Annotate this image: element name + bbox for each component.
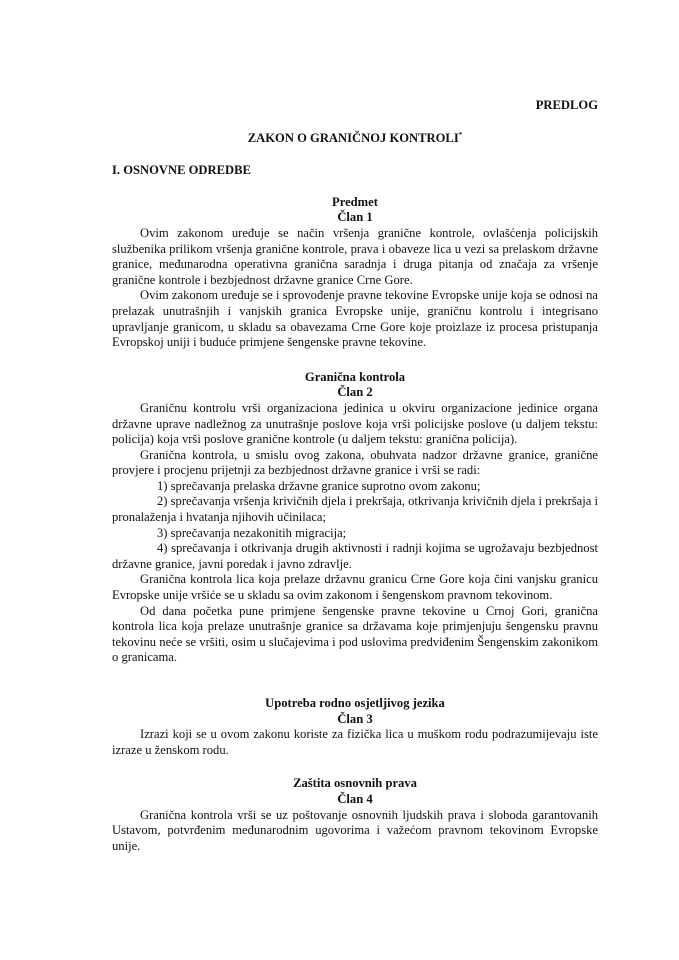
article-paragraph: Granična kontrola, u smislu ovog zakona, obuhvata nadzor državne granice, granične provjere i procjenu prijetnji za bezbjednost državne granice i vrši se radi: bbox=[112, 447, 598, 478]
draft-label: PREDLOG bbox=[535, 98, 598, 112]
article-2 bbox=[112, 370, 598, 666]
list-item: 4) sprečavanja i otkrivanja drugih aktivnosti i radnji kojima se ugrožavaju bezbjednost državne granice, javni poredak i javno zdravlje. bbox=[112, 541, 598, 571]
list-item: 3) sprečavanja nezakonitih migracija; bbox=[157, 525, 347, 540]
chapter-heading: I. OSNOVNE ODREDBE bbox=[112, 163, 251, 178]
article-title: Zaštita osnovnih prava bbox=[293, 776, 417, 791]
article-number: Član 3 bbox=[337, 711, 373, 726]
article-paragraph: Izrazi koji se u ovom zakonu koriste za fizička lica u muškom rodu podrazumijevaju iste izraze u ženskom rodu. bbox=[112, 727, 598, 757]
article-paragraph: Ovim zakonom uređuje se i sprovođenje pravne tekovine Evropske unije koja se odnosi na prelazak unutrašnjih i vanjskih granica Evropske unije, graničnu kontrolu i integrisano upravljanje granicom, u skladu sa obavezama Crne Gore koje proizlaze iz procesa pristupanja Evropskoj uniji i buduće primjene šengenske pravne tekovine. bbox=[112, 288, 598, 350]
article-paragraph: Ovim zakonom uređuje se način vršenja granične kontrole, ovlašćenja policijskih službenika prilikom vršenja granične kontrole, prava i obaveze lica u vezi sa prelaskom državne granice, međunarodna operativna granična saradnja i druga pitanja od značaja za vršenje granične kontrole i bezbjednost državne granice Crne Gore. bbox=[112, 225, 598, 287]
article-number: Član 4 bbox=[337, 791, 373, 806]
law-title bbox=[112, 131, 598, 147]
list-item: 1) sprečavanja prelaska državne granice suprotno ovom zakonu; bbox=[157, 478, 481, 493]
article-number: Član 1 bbox=[337, 210, 373, 225]
article-paragraph: Granična kontrola vrši se uz poštovanje osnovnih ljudskih prava i sloboda garantovanih Ustavom, potvrđenim međunarodnim ugovorima i važećom pravnom tekovinom Evropske unije. bbox=[112, 807, 598, 853]
article-title: Upotreba rodno osjetljivog jezika bbox=[265, 696, 445, 710]
article-1 bbox=[112, 195, 598, 351]
article-title: Granična kontrola bbox=[304, 369, 406, 384]
article-paragraph: Od dana početka pune primjene šengenske pravne tekovine u Crnoj Gori, granična kontrola lica koja prelaze unutrašnje granice sa državama koje primjenjuju šengensku pravnu tekovinu neće se vršiti, osim u slučajevima i pod uslovima predviđenim Šengenskim zakonikom o granicama. bbox=[112, 603, 598, 665]
article-paragraph: Granična kontrola lica koja prelaze državnu granicu Crne Gore koja čini vanjsku granicu Evropske unije vršiće se u skladu sa ovim zakonom i šengenskom pravnom tekovinom. bbox=[112, 572, 598, 603]
list-item: 2) sprečavanja vršenja krivičnih djela i prekršaja, otkrivanja krivičnih djela i prekršaja i pronalaženja i hvatanja njihovih učinilaca; bbox=[112, 494, 598, 525]
footnote-mark: * bbox=[458, 130, 463, 139]
article-4 bbox=[112, 776, 598, 854]
article-number: Član 2 bbox=[337, 385, 373, 400]
law-title-text: ZAKON O GRANIČNOJ KONTROLI bbox=[247, 130, 459, 145]
document-body bbox=[112, 98, 598, 854]
article-paragraph: Graničnu kontrolu vrši organizaciona jedinica u okviru organizacione jedinice organa državne uprave nadležnog za unutrašnje poslove koja vrši policijske poslove (u daljem tekstu: policija) koja vrši poslove granične kontrole (u daljem tekstu: granična policija). bbox=[112, 400, 598, 447]
article-3 bbox=[112, 696, 598, 758]
article-title: Predmet bbox=[332, 194, 378, 209]
